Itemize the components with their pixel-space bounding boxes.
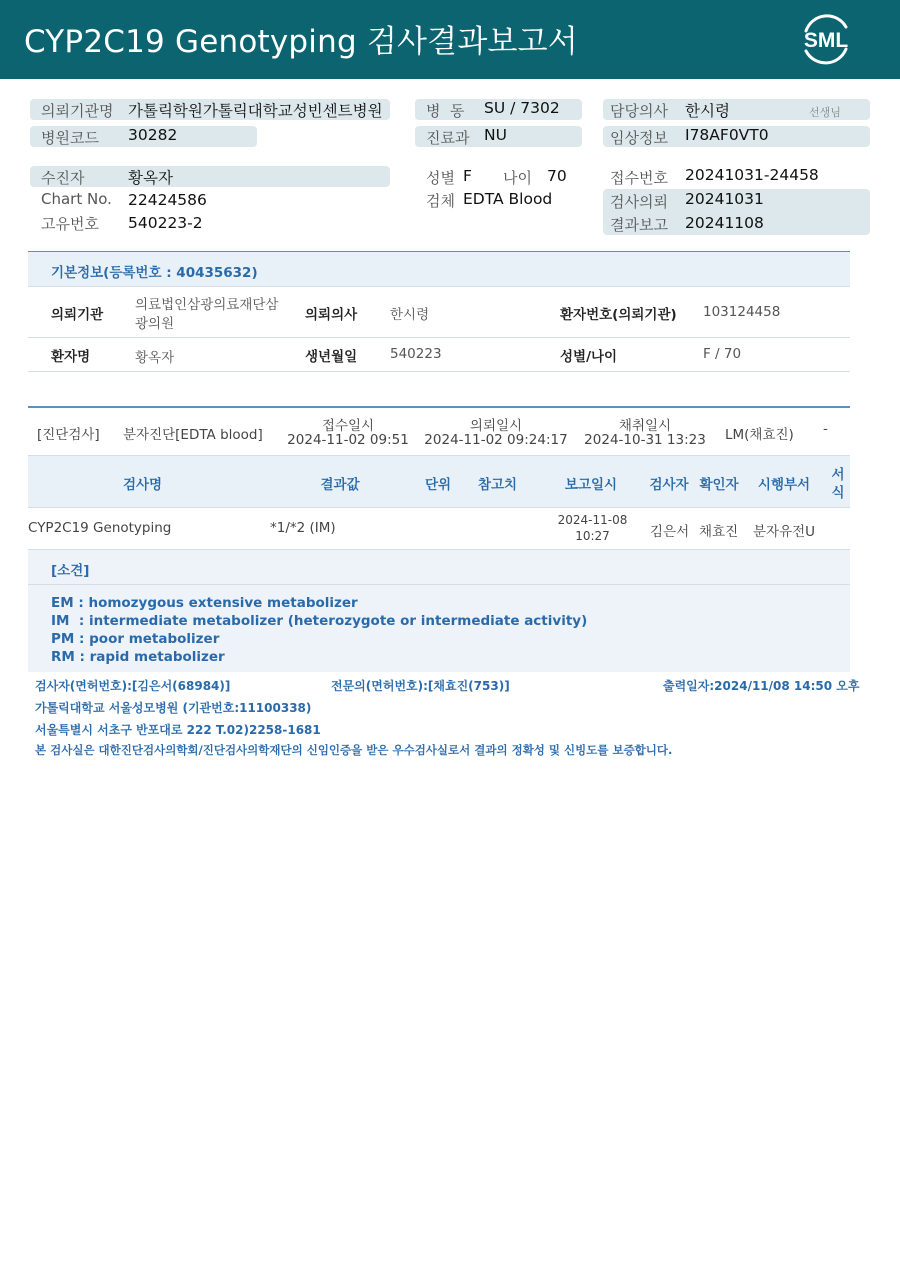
footer-print-date: 출력일자:2024/11/08 14:50 오후 — [663, 679, 860, 693]
request-time-value: 2024-11-02 09:24:17 — [424, 432, 568, 448]
row-confirmer: 채효진 — [699, 524, 739, 540]
findings-title: [소견] — [51, 563, 90, 579]
findings-line: PM : poor metabolizer — [51, 631, 220, 647]
footer-certification: 본 검사실은 대한진단검사의학회/진단검사의학재단의 신임인증을 받은 우수검사실로서 결과의 정확성 및 신빙도를 보증합니다. — [35, 743, 673, 757]
chart-value: 22424586 — [128, 191, 207, 209]
col-header-name: 검사명 — [122, 477, 163, 493]
sml-logo — [796, 11, 856, 67]
clinical-value: I78AF0VT0 — [685, 126, 769, 144]
doctor-suffix: 선생님 — [809, 106, 841, 119]
col-header-confirmer: 확인자 — [699, 477, 739, 493]
findings-line: EM : homozygous extensive metabolizer — [51, 595, 358, 611]
name-label: 환자명 — [51, 349, 91, 365]
patient-no-value: 103124458 — [703, 304, 781, 320]
hospital-code-value: 30282 — [128, 126, 178, 144]
exam-top-line — [28, 406, 850, 408]
dept-label: 진료과 — [426, 129, 470, 147]
col-header-ref: 참고치 — [477, 477, 518, 493]
row-dept: 분자유전U — [753, 524, 816, 540]
row-tester: 김은서 — [650, 524, 690, 540]
unique-value: 540223-2 — [128, 214, 203, 232]
request-time-label: 의뢰일시 — [469, 418, 523, 434]
collect-time-value: 2024-10-31 13:23 — [584, 432, 706, 448]
sex-label: 성별 — [426, 169, 455, 187]
patient-value: 황옥자 — [128, 169, 173, 187]
org-value-1: 의료법인삼광의료재단삼 — [135, 297, 279, 313]
org-label: 의뢰기관 — [51, 307, 104, 323]
divider — [28, 286, 850, 287]
exam-category: [진단검사] — [37, 427, 100, 443]
exam-dash: - — [823, 421, 828, 437]
row-report-clock: 10:27 — [575, 529, 610, 543]
test-request-label: 검사의뢰 — [610, 193, 668, 211]
col-header-report-time: 보고일시 — [564, 477, 618, 493]
row-test-name: CYP2C19 Genotyping — [28, 520, 172, 536]
logo-text: SML — [803, 29, 849, 52]
row-result-value: *1/*2 (IM) — [270, 520, 336, 536]
footer-address: 서울특별시 서초구 반포대로 222 T.02)2258-1681 — [35, 723, 321, 737]
specimen-label: 검체 — [426, 192, 455, 210]
findings-line: RM : rapid metabolizer — [51, 649, 225, 665]
result-report-label: 결과보고 — [610, 216, 668, 234]
req-doctor-label: 의뢰의사 — [305, 307, 358, 323]
doctor-value: 한시령 — [685, 102, 730, 120]
age-value: 70 — [547, 167, 567, 185]
request-org-label: 의뢰기관명 — [41, 102, 114, 120]
exam-type: 분자진단[EDTA blood] — [123, 427, 263, 443]
table-row — [28, 507, 850, 550]
patient-no-label: 환자번호(의뢰기관) — [560, 307, 677, 323]
col-header-dept: 시행부서 — [757, 477, 811, 493]
footer-tester: 검사자(면허번호):[김은서(68984)] — [35, 679, 231, 693]
specimen-value: EDTA Blood — [463, 190, 553, 208]
divider — [28, 371, 850, 372]
col-header-form-1: 서 — [831, 467, 845, 483]
result-report-value: 20241108 — [685, 214, 764, 232]
test-request-value: 20241031 — [685, 190, 764, 208]
patient-label: 수진자 — [41, 169, 85, 187]
footer-specialist: 전문의(면허번호):[채효진(753)] — [331, 679, 510, 693]
divider — [28, 584, 850, 585]
birth-label: 생년월일 — [305, 349, 358, 365]
row-report-date: 2024-11-08 — [557, 513, 628, 527]
receipt-label: 접수번호 — [610, 169, 668, 187]
age-label: 나이 — [503, 169, 532, 187]
doctor-label: 담당의사 — [610, 102, 668, 120]
col-header-unit: 단위 — [424, 477, 452, 493]
hospital-code-label: 병원코드 — [41, 129, 99, 147]
receipt-value: 20241031-24458 — [685, 166, 819, 184]
ward-label: 병 동 — [426, 102, 465, 120]
report-header — [0, 0, 900, 79]
basic-info-top-line — [28, 251, 850, 252]
divider — [28, 337, 850, 338]
request-org-value: 가톨릭학원가톨릭대학교성빈센트병원 — [128, 102, 383, 120]
footer-hospital: 가톨릭대학교 서울성모병원 (기관번호:11100338) — [35, 701, 312, 715]
req-doctor-value: 한시령 — [390, 307, 430, 323]
basic-info-title: 기본정보(등록번호 : 40435632) — [51, 265, 258, 281]
collect-time-label: 채취일시 — [618, 418, 672, 434]
sex-age-label: 성별/나이 — [560, 349, 618, 365]
col-header-form-2: 식 — [831, 485, 845, 501]
org-value-2: 광의원 — [135, 316, 175, 332]
col-header-tester: 검사자 — [649, 477, 689, 493]
exam-lm: LM(채효진) — [725, 427, 794, 443]
sex-age-value: F / 70 — [703, 346, 742, 362]
ward-value: SU / 7302 — [484, 99, 560, 117]
birth-value: 540223 — [390, 346, 442, 362]
chart-label: Chart No. — [41, 190, 112, 208]
unique-label: 고유번호 — [41, 215, 99, 233]
col-header-result: 결과값 — [320, 477, 360, 493]
receipt-time-value: 2024-11-02 09:51 — [287, 432, 409, 448]
name-value: 황옥자 — [135, 350, 175, 366]
clinical-label: 임상정보 — [610, 129, 668, 147]
report-title: CYP2C19 Genotyping 검사결과보고서 — [24, 24, 578, 60]
receipt-time-label: 접수일시 — [321, 418, 375, 434]
findings-line: IM : intermediate metabolizer (heterozygote or intermediate activity) — [51, 613, 588, 629]
sex-value: F — [463, 167, 472, 185]
dept-value: NU — [484, 126, 507, 144]
